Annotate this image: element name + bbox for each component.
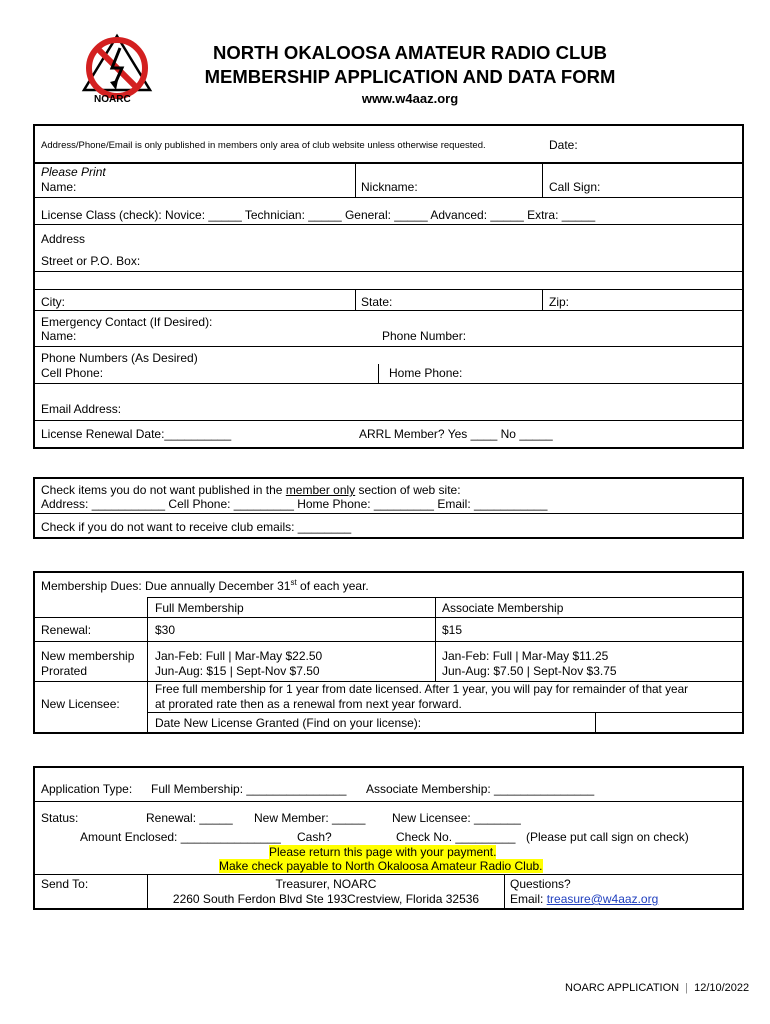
email-label: Email Address: (41, 402, 122, 416)
prorated-label-2: Prorated (41, 664, 88, 678)
status-label: Status: (41, 811, 79, 825)
emergency-contact-label: Emergency Contact (If Desired): (41, 315, 213, 329)
footer (565, 982, 749, 994)
arrl-member[interactable]: ARRL Member? Yes ____ No _____ (359, 427, 553, 441)
new-licensee-text-2: at prorated rate then as a renewal from next year forward. (155, 697, 462, 711)
zip-label: Zip: (549, 295, 570, 309)
call-sign-label: Call Sign: (549, 180, 601, 194)
full-prorated-2: Jun-Aug: $15 | Sept-Nov $7.50 (155, 664, 320, 678)
status-new-licensee[interactable]: New Licensee: _______ (392, 811, 521, 825)
footer-separator: | (685, 982, 689, 994)
col-full-membership: Full Membership (155, 601, 244, 615)
payable-note: Make check payable to North Okaloosa Amateur Radio Club. (219, 859, 543, 873)
street-label: Street or P.O. Box: (41, 254, 141, 268)
noarc-logo (80, 28, 155, 108)
cash-option[interactable]: Cash? (297, 830, 332, 844)
callsign-note: (Please put call sign on check) (526, 830, 689, 844)
full-prorated-1: Jan-Feb: Full | Mar-May $22.50 (155, 649, 323, 663)
footer-date: 12/10/2022 (694, 982, 750, 994)
renewal-full-price: $30 (155, 623, 176, 637)
status-new-member[interactable]: New Member: _____ (254, 811, 366, 825)
app-full-membership[interactable]: Full Membership: _______________ (151, 782, 347, 796)
col-associate-membership: Associate Membership (442, 601, 564, 615)
return-page-note: Please return this page with your payment. (269, 845, 497, 859)
renewal-assoc-price: $15 (442, 623, 463, 637)
new-licensee-label: New Licensee: (41, 697, 120, 711)
status-renewal[interactable]: Renewal: _____ (146, 811, 233, 825)
contact-email: Email: treasure@w4aaz.org (510, 892, 659, 906)
renewal-row-label: Renewal: (41, 623, 92, 637)
license-class[interactable]: License Class (check): Novice: _____ Technician: _____ General: _____ Advanced: _____ Extra: _____ (41, 208, 596, 222)
check-number[interactable]: Check No. _________ (396, 830, 516, 844)
city-label: City: (41, 295, 65, 309)
app-associate-membership[interactable]: Associate Membership: _______________ (366, 782, 595, 796)
send-to-label: Send To: (41, 877, 89, 891)
date-label: Date: (549, 138, 578, 152)
assoc-prorated-2: Jun-Aug: $7.50 | Sept-Nov $3.75 (442, 664, 617, 678)
club-emails-optout[interactable]: Check if you do not want to receive club emails: ________ (41, 520, 352, 534)
date-license-granted: Date New License Granted (Find on your license): (155, 716, 422, 730)
treasurer-name: Treasurer, NOARC (275, 877, 377, 891)
logo-text: NOARC (94, 94, 131, 105)
please-print: Please Print (41, 165, 106, 179)
footer-title: NOARC APPLICATION (565, 982, 680, 994)
assoc-prorated-1: Jan-Feb: Full | Mar-May $11.25 (442, 649, 609, 663)
phone-numbers-label: Phone Numbers (As Desired) (41, 351, 198, 365)
mailing-address: 2260 South Ferdon Blvd Ste 193Crestview, Florida 32536 (172, 892, 480, 906)
publish-prefs-heading: Check items you do not want published in the member only section of web site: (41, 483, 461, 497)
address-label: Address (41, 232, 86, 246)
member-info-box (33, 124, 744, 449)
publish-notice: Address/Phone/Email is only published in members only area of club website unless otherwise requested. (41, 140, 486, 151)
prorated-label-1: New membership (41, 649, 135, 663)
cell-phone-label: Cell Phone: (41, 366, 104, 380)
form-title: MEMBERSHIP APPLICATION AND DATA FORM (204, 66, 616, 87)
questions-label: Questions? (510, 877, 571, 891)
name-label: Name: (41, 180, 77, 194)
renewal-date-label: License Renewal Date:__________ (41, 427, 232, 441)
application-type-label: Application Type: (41, 782, 133, 796)
home-phone-label: Home Phone: (389, 366, 463, 380)
new-licensee-text-1: Free full membership for 1 year from date licensed. After 1 year, you will pay for remainder of that year (155, 682, 689, 696)
website: www.w4aaz.org (361, 91, 459, 106)
publish-prefs-items[interactable]: Address: ___________ Cell Phone: _________ Home Phone: _________ Email: ___________ (41, 497, 548, 511)
emergency-phone-label: Phone Number: (382, 329, 467, 343)
state-label: State: (361, 295, 393, 309)
amount-enclosed[interactable]: Amount Enclosed: _______________ (80, 830, 281, 844)
treasurer-email-link[interactable]: treasure@w4aaz.org (546, 892, 659, 906)
nickname-label: Nickname: (361, 180, 418, 194)
dues-heading: Membership Dues: Due annually December 31st of each year. (41, 578, 369, 593)
club-title: NORTH OKALOOSA AMATEUR RADIO CLUB (213, 42, 607, 63)
emergency-name-label: Name: (41, 329, 77, 343)
